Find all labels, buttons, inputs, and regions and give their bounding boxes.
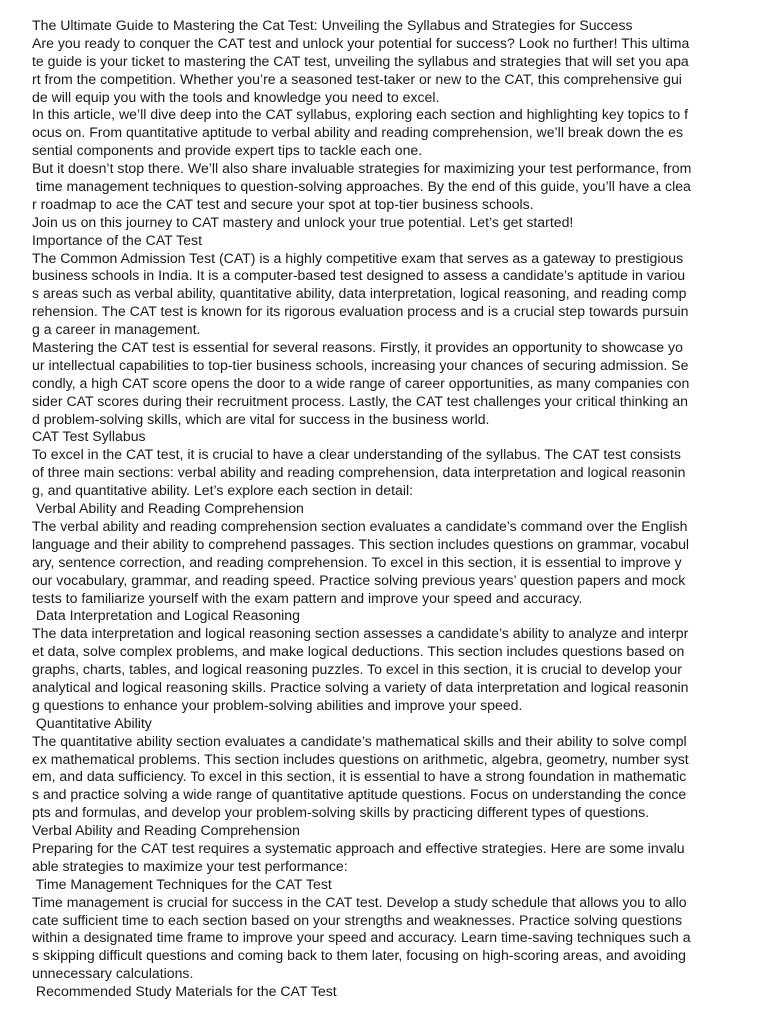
mastering-paragraph-line: Mastering the CAT test is essential for several reasons. Firstly, it provides an opportunity to showcase yo xyxy=(32,339,683,356)
quant-paragraph-line: The quantitative ability section evaluates a candidate’s mathematical skills and their ability to solve compl xyxy=(32,732,687,749)
mastering-paragraph-line: sider CAT scores during their recruitment process. Lastly, the CAT test challenges your critical thinking an xyxy=(32,392,688,409)
verbal-paragraph-line: language and their ability to comprehend passages. This section includes questions on grammar, vocabul xyxy=(32,535,690,552)
syllabus-paragraph-line: g, and quantitative ability. Let’s explore each section in detail: xyxy=(32,482,414,499)
intro-paragraph-line: te guide is your ticket to mastering the CAT test, unveiling the syllabus and strategies that will set you apa xyxy=(32,52,689,69)
strategies-teaser-line: r roadmap to ace the CAT test and secure your spot at top-tier business schools. xyxy=(32,195,534,212)
time-management-paragraph-line: s skipping difficult questions and coming back to them later, focusing on high-scoring areas, and avoiding xyxy=(32,947,686,964)
syllabus-paragraph-line: To excel in the CAT test, it is crucial to have a clear understanding of the syllabus. The CAT test consists xyxy=(32,446,681,463)
section-heading-strategies: Verbal Ability and Reading Comprehension xyxy=(32,822,300,839)
strategies-teaser-line: time management techniques to question-solving approaches. By the end of this guide, you’ll have a clea xyxy=(32,178,691,195)
importance-paragraph-line: s areas such as verbal ability, quantitative ability, data interpretation, logical reasoning, and reading comp xyxy=(32,285,687,302)
importance-paragraph-line: rehension. The CAT test is known for its rigorous evaluation process and is a crucial step towards pursuin xyxy=(32,303,689,320)
intro-paragraph-line: Are you ready to conquer the CAT test and unlock your potential for success? Look no further! This ultima xyxy=(32,34,690,51)
verbal-paragraph-line: The verbal ability and reading comprehension section evaluates a candidate’s command over the English xyxy=(32,517,688,534)
subheading-verbal-ability: Verbal Ability and Reading Comprehension xyxy=(32,500,304,517)
section-heading-importance: Importance of the CAT Test xyxy=(32,231,202,248)
syllabus-paragraph-line: of three main sections: verbal ability and reading comprehension, data interpretation and logical reasonin xyxy=(32,464,686,481)
importance-paragraph-line: business schools in India. It is a computer-based test designed to assess a candidate’s aptitude in variou xyxy=(32,267,686,284)
mastering-paragraph-line: d problem-solving skills, which are vital for success in the business world. xyxy=(32,410,490,427)
quant-paragraph-line: ex mathematical problems. This section includes questions on arithmetic, algebra, geometry, number syst xyxy=(32,750,689,767)
importance-paragraph-line: The Common Admission Test (CAT) is a highly competitive exam that serves as a gateway to prestigious xyxy=(32,249,684,266)
verbal-paragraph-line: tests to familiarize yourself with the exam pattern and improve your speed and accuracy. xyxy=(32,589,583,606)
dilr-paragraph-line: analytical and logical reasoning skills. Practice solving a variety of data interpretation and logical reasonin xyxy=(32,678,689,695)
dilr-paragraph-line: graphs, charts, tables, and logical reasoning puzzles. To excel in this section, it is crucial to develop your xyxy=(32,661,682,678)
section-heading-syllabus: CAT Test Syllabus xyxy=(32,428,146,445)
subheading-time-management: Time Management Techniques for the CAT Test xyxy=(32,875,332,892)
quant-paragraph-line: pts and formulas, and develop your problem-solving skills by practicing different types of questions. xyxy=(32,804,650,821)
time-management-paragraph-line: unnecessary calculations. xyxy=(32,965,194,982)
mastering-paragraph-line: condly, a high CAT score opens the door to a wide range of career opportunities, as many companies con xyxy=(32,374,690,391)
strategies-paragraph-line: able strategies to maximize your test performance: xyxy=(32,857,348,874)
article-overview-line: ocus on. From quantitative aptitude to verbal ability and reading comprehension, we’ll break down the es xyxy=(32,124,684,141)
verbal-paragraph-line: our vocabulary, grammar, and reading speed. Practice solving previous years’ question papers and mock xyxy=(32,571,686,588)
document-page xyxy=(32,17,738,1001)
dilr-paragraph-line: et data, solve complex problems, and make logical deductions. This section includes questions based on xyxy=(32,643,685,660)
time-management-paragraph-line: cate sufficient time to each section based on your strengths and weaknesses. Practice solving questions xyxy=(32,911,682,928)
quant-paragraph-line: em, and data sufficiency. To excel in this section, it is essential to have a strong foundation in mathematic xyxy=(32,768,687,785)
subheading-study-materials: Recommended Study Materials for the CAT Test xyxy=(32,983,337,1000)
intro-paragraph-line: de will equip you with the tools and knowledge you need to excel. xyxy=(32,88,440,105)
subheading-data-interpretation: Data Interpretation and Logical Reasoning xyxy=(32,607,300,624)
verbal-paragraph-line: ary, sentence correction, and reading comprehension. To excel in this section, it is essential to improve y xyxy=(32,553,682,570)
importance-paragraph-line: g a career in management. xyxy=(32,321,201,338)
call-to-action-line: Join us on this journey to CAT mastery and unlock your true potential. Let’s get started! xyxy=(32,213,574,230)
time-management-paragraph-line: within a designated time frame to improve your speed and accuracy. Learn time-saving techniques such a xyxy=(32,929,691,946)
time-management-paragraph-line: Time management is crucial for success in the CAT test. Develop a study schedule that allows you to allo xyxy=(32,893,687,910)
quant-paragraph-line: s and practice solving a wide range of quantitative aptitude questions. Focus on understanding the conce xyxy=(32,786,687,803)
dilr-paragraph-line: The data interpretation and logical reasoning section assesses a candidate’s ability to analyze and interpr xyxy=(32,625,689,642)
document-title: The Ultimate Guide to Mastering the Cat Test: Unveiling the Syllabus and Strategies for Success xyxy=(32,17,633,33)
article-overview-line: sential components and provide expert tips to tackle each one. xyxy=(32,142,423,159)
intro-paragraph-line: rt from the competition. Whether you’re a seasoned test-taker or new to the CAT, this comprehensive gui xyxy=(32,70,682,87)
subheading-quantitative-ability: Quantitative Ability xyxy=(32,714,152,731)
strategies-paragraph-line: Preparing for the CAT test requires a systematic approach and effective strategies. Here are some invalu xyxy=(32,839,685,856)
mastering-paragraph-line: ur intellectual capabilities to top-tier business schools, increasing your chances of securing admission. Se xyxy=(32,356,689,373)
strategies-teaser-line: But it doesn’t stop there. We’ll also share invaluable strategies for maximizing your test performance, from xyxy=(32,160,692,177)
dilr-paragraph-line: g questions to enhance your problem-solving abilities and improve your speed. xyxy=(32,696,523,713)
article-overview-line: In this article, we’ll dive deep into the CAT syllabus, exploring each section and highlighting key topics to f xyxy=(32,106,688,123)
